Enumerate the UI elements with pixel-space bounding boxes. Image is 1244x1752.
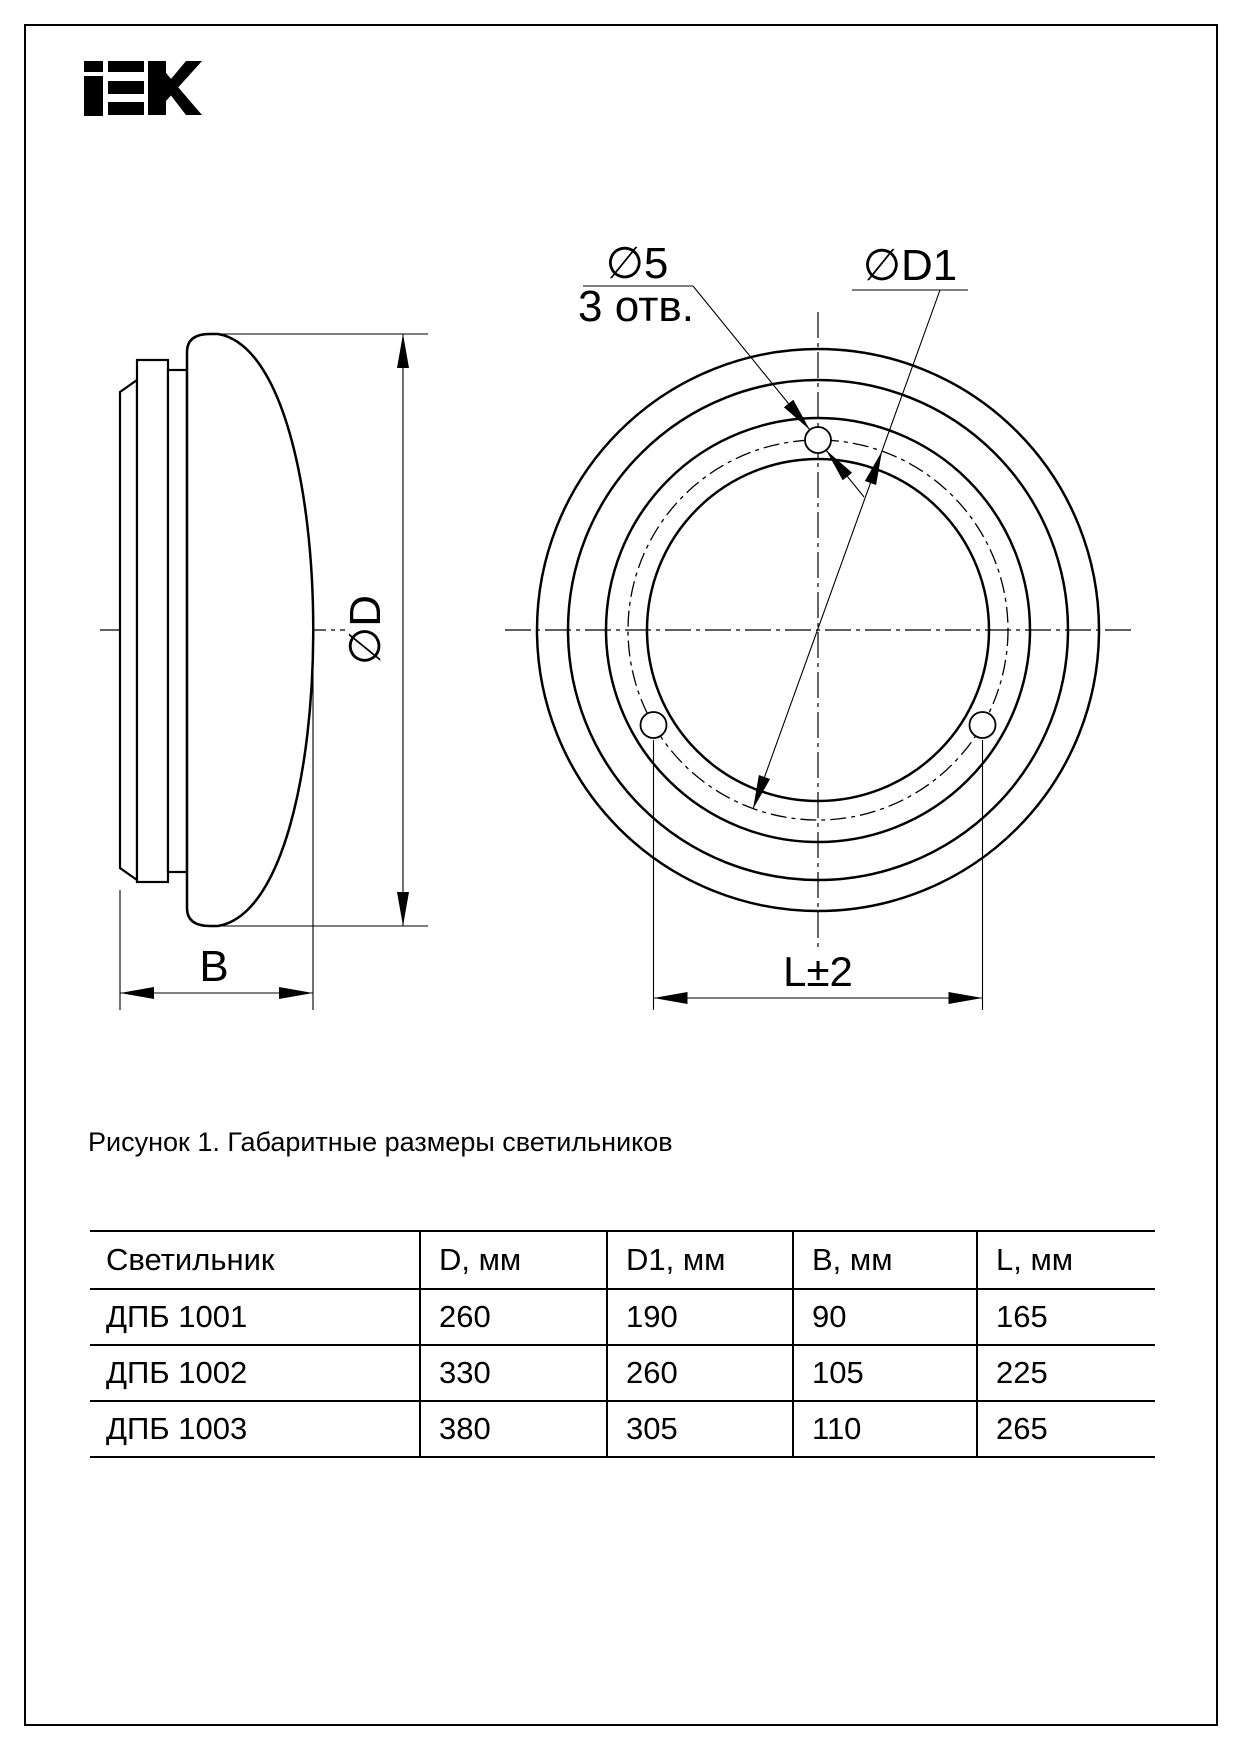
- l-arrow-right: [949, 992, 983, 1004]
- cell-l: 165: [977, 1289, 1155, 1345]
- table-row: [90, 1401, 1155, 1457]
- cell-d1: 260: [607, 1345, 793, 1401]
- col-header-luminaire: Светильник: [106, 1242, 275, 1277]
- cell-model: ДПБ 1001: [106, 1299, 248, 1334]
- side-view: [100, 334, 428, 1010]
- mount-hole-right: [970, 712, 996, 738]
- cell-d1: 190: [607, 1289, 793, 1345]
- cell-b: 90: [793, 1289, 977, 1345]
- l-arrow-left: [654, 992, 688, 1004]
- label-hole-dia: ∅5: [605, 239, 669, 288]
- cell-model: ДПБ 1003: [106, 1411, 248, 1446]
- col-header-d: D, мм: [420, 1231, 607, 1289]
- dimensions-table: [90, 1230, 1155, 1458]
- d-arrow-bottom: [397, 892, 409, 926]
- hole-arrow-far: [826, 450, 852, 480]
- cell-d: 380: [420, 1401, 607, 1457]
- table-row: [90, 1345, 1155, 1401]
- cell-b: 110: [793, 1401, 977, 1457]
- d1-arrow-top: [865, 451, 882, 485]
- cell-l: 225: [977, 1345, 1155, 1401]
- label-overall-dia: ∅D: [341, 594, 390, 666]
- table-row: [90, 1289, 1155, 1345]
- label-hole-count: 3 отв.: [578, 282, 694, 331]
- col-header-b: B, мм: [793, 1231, 977, 1289]
- collar-plate: [168, 370, 187, 872]
- b-arrow-left: [120, 987, 154, 999]
- d1-arrow-bottom: [753, 775, 770, 809]
- cell-l: 265: [977, 1401, 1155, 1457]
- front-view: [505, 286, 1135, 1010]
- d1-dim-line: [753, 290, 940, 809]
- label-depth: B: [199, 942, 229, 991]
- mount-hole-left: [641, 712, 667, 738]
- dome-profile: [187, 334, 313, 926]
- middle-plate: [137, 360, 168, 882]
- d-arrow-top: [397, 334, 409, 368]
- cell-model: ДПБ 1002: [106, 1355, 248, 1390]
- b-arrow-right: [279, 987, 313, 999]
- label-mount-spacing: L±2: [783, 948, 853, 995]
- label-bolt-circle-dia: ∅D1: [862, 241, 958, 290]
- cell-b: 105: [793, 1345, 977, 1401]
- hole-arrow-near: [784, 400, 810, 430]
- figure-caption: Рисунок 1. Габаритные размеры светильников: [88, 1127, 673, 1157]
- col-header-l: L, мм: [977, 1231, 1155, 1289]
- cell-d1: 305: [607, 1401, 793, 1457]
- back-plate: [120, 380, 137, 880]
- mount-hole-top: [805, 427, 831, 453]
- col-header-d1: D1, мм: [607, 1231, 793, 1289]
- cell-d: 330: [420, 1345, 607, 1401]
- table-header-row: [90, 1231, 1155, 1289]
- cell-d: 260: [420, 1289, 607, 1345]
